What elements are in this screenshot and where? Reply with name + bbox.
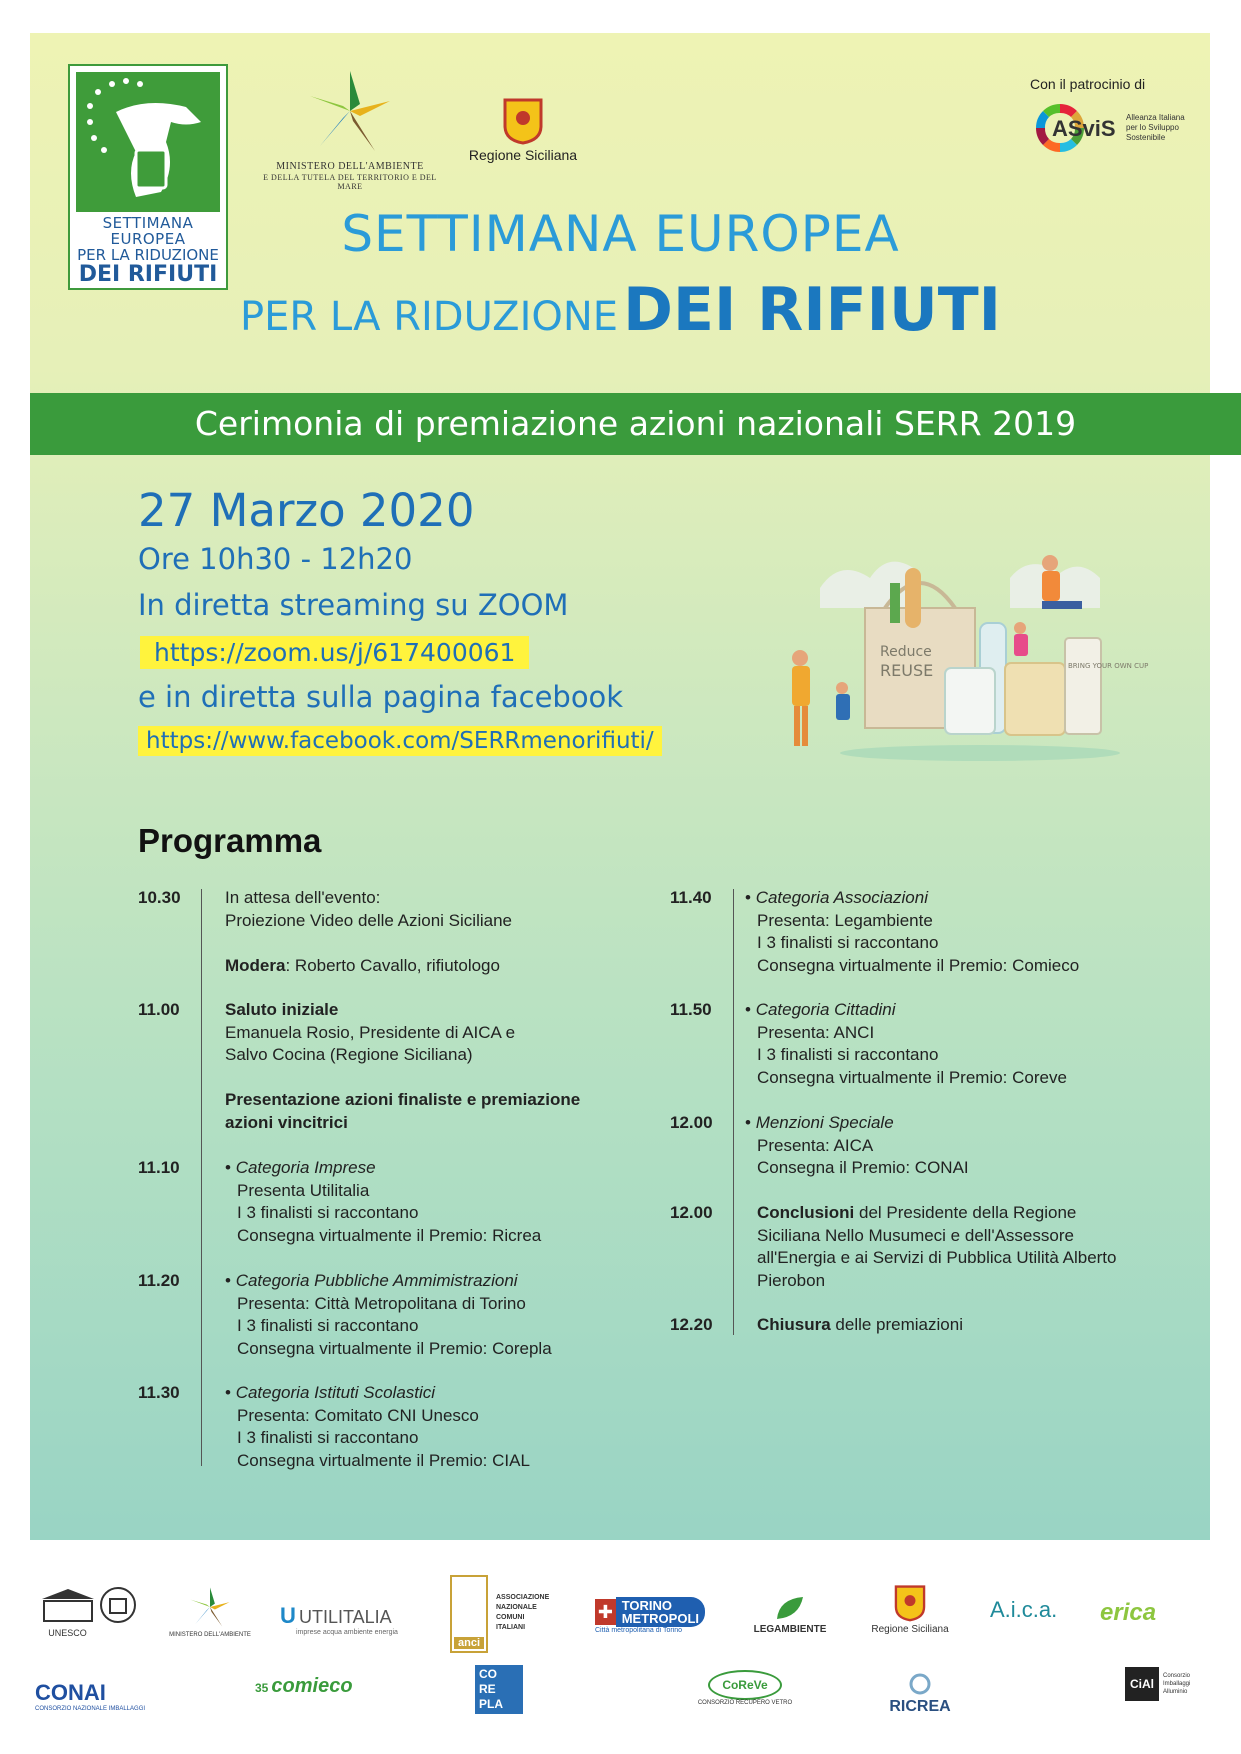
comieco-35: 35 [255, 1681, 269, 1695]
corepla-line3: PLA [479, 1697, 503, 1711]
utilitalia-logo: U UTILITALIA imprese acqua ambiente energia [280, 1603, 415, 1636]
patrocinio-label: Con il patrocinio di [1030, 76, 1146, 92]
illustration-cup: BRING YOUR OWN CUP [1068, 662, 1149, 670]
entry-1130-line3: Consegna virtualmente il Premio: CIAL [237, 1450, 530, 1470]
serr-logo-line3: DEI RIFIUTI [78, 262, 218, 288]
chiusura-label: Chiusura [757, 1315, 831, 1334]
coreve-sub: CONSORZIO RECUPERO VETRO [697, 1700, 793, 1706]
ministero-footer-logo [165, 1585, 255, 1638]
entry-menzioni-line2: Consegna il Premio: CONAI [757, 1158, 969, 1177]
serr-logo-graphic [76, 72, 220, 212]
legambiente-leaf-icon [775, 1595, 805, 1621]
entry-1120-category: Categoria Pubbliche Ammimistrazioni [235, 1271, 518, 1290]
corepla-line2: RE [479, 1682, 496, 1696]
time-1100: 11.00 [138, 1000, 180, 1019]
erica-label: erica [1100, 1599, 1157, 1626]
aica-label: A.i.c.a. [990, 1597, 1058, 1622]
event-date: 27 Marzo 2020 [138, 484, 475, 537]
presentazione-line2: azioni vincitrici [225, 1112, 348, 1132]
modera-value: : Roberto Cavallo, rifiutologo [285, 955, 500, 975]
entry-1150: • Categoria Cittadini Presenta: ANCI I 3 finalisti si raccontano Consegna virtualmente il Premio: Coreve [745, 999, 1067, 1089]
entry-1150-line2: I 3 finalisti si raccontano [757, 1045, 939, 1064]
serr-logo-line1: SETTIMANA EUROPEA [102, 214, 194, 248]
time-1200-conclusioni: 12.00 [670, 1203, 713, 1222]
entry-1100-title: Saluto iniziale [225, 1000, 339, 1019]
anci-text-4: ITALIANI [496, 1624, 526, 1631]
programma-title: Programma [138, 822, 322, 859]
anci-logo [450, 1575, 570, 1655]
asvis-sub3: Sostenibile [1126, 133, 1166, 142]
entry-1100-line1: Emanuela Rosio, Presidente di AICA e [225, 1022, 516, 1042]
entry-menzioni-line1: Presenta: AICA [757, 1135, 874, 1155]
presentazione-line1: Presentazione azioni finaliste e premiazione [225, 1090, 581, 1109]
serr-logo-line2: PER LA RIDUZIONE [77, 245, 219, 264]
entry-1130: • Categoria Istituti Scolastici Presenta: Comitato CNI Unesco I 3 finalisti si raccontano Consegna virtualmente il Premio: CIAL [225, 1382, 530, 1472]
asvis-logo [1034, 102, 1185, 154]
cial-logo [1125, 1667, 1215, 1701]
entry-1110-line1: Presenta Utilitalia [237, 1180, 370, 1200]
ricrea-label: RICREA [889, 1698, 951, 1715]
ceremony-band: Cerimonia di premiazione azioni nazionali SERR 2019 [30, 393, 1241, 455]
cial-sub3: Alluminio [1163, 1689, 1188, 1695]
ministero-footer-label: MINISTERO DELL'AMBIENTE [169, 1632, 251, 1638]
illustration-reduce: Reduce [880, 644, 932, 660]
facebook-link[interactable]: https://www.facebook.com/SERRmenorifiuti/ [138, 726, 662, 756]
torino-line1: TORINO [621, 1598, 673, 1613]
entry-1030-modera [225, 955, 512, 978]
entry-1220 [757, 1314, 963, 1337]
time-1150: 11.50 [670, 1000, 712, 1019]
entry-1030 [225, 887, 512, 977]
ricrea-swirl-icon [908, 1673, 932, 1695]
anci-text-3: COMUNI [496, 1614, 525, 1621]
corepla-logo [475, 1665, 555, 1714]
time-1200-menzioni: 12.00 [670, 1113, 713, 1132]
regione-crest-icon [503, 98, 543, 144]
main-title-line1: SETTIMANA EUROPEA [341, 205, 900, 263]
utilitalia-sub: imprese acqua ambiente energia [296, 1629, 398, 1636]
time-1130: 11.30 [138, 1383, 180, 1402]
time-1220: 12.20 [670, 1315, 713, 1334]
ministero-line2: E DELLA TUTELA DEL TERRITORIO E DEL MARE [263, 172, 437, 191]
conai-sub: CONSORZIO NAZIONALE IMBALLAGGI [35, 1706, 146, 1712]
entry-1140-line3: Consegna virtualmente il Premio: Comieco [757, 955, 1080, 975]
ricrea-logo [870, 1673, 970, 1716]
entry-1110-line3: Consegna virtualmente il Premio: Ricrea [237, 1225, 542, 1245]
conclusioni-line2: all'Energia e ai Servizi di Pubblica Utilità Alberto [757, 1248, 1117, 1267]
programma-right-column [670, 887, 1140, 1337]
zoom-link[interactable]: https://zoom.us/j/617400061 [140, 636, 529, 669]
entry-1110-line2: I 3 finalisti si raccontano [237, 1203, 419, 1222]
left-timeline-line [201, 889, 202, 1466]
entry-1200-menzioni: • Menzioni Speciale Presenta: AICA Consegna il Premio: CONAI [745, 1112, 969, 1180]
conclusioni-label: Conclusioni [757, 1203, 855, 1222]
regione-logo [458, 98, 588, 163]
entry-menzioni-category: Menzioni Speciale [755, 1113, 894, 1132]
entry-1130-category: Categoria Istituti Scolastici [235, 1383, 436, 1402]
coreve-label: CoReVe [708, 1670, 781, 1700]
torino-line2: METROPOLI [621, 1611, 699, 1626]
unesco-label: UNESCO [48, 1628, 87, 1638]
utilitalia-label: UTILITALIA [298, 1607, 392, 1627]
time-1110: 11.10 [138, 1158, 180, 1177]
entry-1130-line2: I 3 finalisti si raccontano [237, 1428, 419, 1447]
entry-1100-line2: Salvo Cocina (Regione Siciliana) [225, 1045, 473, 1064]
asvis-sub1: Alleanza Italiana [1126, 113, 1185, 122]
aica-logo [990, 1597, 1080, 1623]
time-1030: 10.30 [138, 888, 181, 907]
main-title-line2b: DEI RIFIUTI [623, 275, 1001, 345]
entry-1130-line1: Presenta: Comitato CNI Unesco [237, 1405, 479, 1425]
erica-logo [1100, 1599, 1195, 1627]
reduce-reuse-illustration [780, 548, 1149, 762]
conai-logo [35, 1680, 155, 1712]
entry-1140-category: Categoria Associazioni [755, 888, 928, 907]
right-timeline-line [733, 889, 734, 1335]
entry-1120-line1: Presenta: Città Metropolitana di Torino [237, 1293, 526, 1313]
entry-1100 [225, 999, 580, 1134]
entry-1120-line2: I 3 finalisti si raccontano [237, 1316, 419, 1335]
conai-label: CONAI [35, 1680, 106, 1705]
main-title-line2a: PER LA RIDUZIONE [240, 294, 619, 340]
asvis-name: ASviS [1052, 116, 1116, 141]
conclusioni-line3: Pierobon [757, 1270, 826, 1290]
unesco-logo [35, 1585, 140, 1638]
entry-1110: • Categoria Imprese Presenta Utilitalia I 3 finalisti si raccontano Consegna virtualmente il Premio: Ricrea [225, 1157, 541, 1247]
anci-text-2: NAZIONALE [496, 1604, 537, 1611]
comieco-logo [255, 1675, 375, 1698]
entry-1140: • Categoria Associazioni Presenta: Legambiente I 3 finalisti si raccontano Consegna virtualmente il Premio: Comieco [745, 887, 1079, 977]
entry-1150-line1: Presenta: ANCI [757, 1022, 875, 1042]
asvis-sub2: per lo Sviluppo [1126, 123, 1179, 132]
sponsor-logos [0, 1555, 1241, 1754]
torino-metropoli-logo: ✚ TORINO METROPOLI Città metropolitana di Torino [595, 1597, 705, 1634]
illustration-reuse: REUSE [880, 661, 934, 680]
conclusioni-rest: del Presidente della Regione [854, 1203, 1077, 1222]
entry-1030-line2: Proiezione Video delle Azioni Siciliane [225, 910, 512, 930]
facebook-line: e in diretta sulla pagina facebook [138, 680, 624, 714]
time-1140: 11.40 [670, 888, 712, 907]
corepla-line1: CO [479, 1667, 497, 1681]
entry-1140-line1: Presenta: Legambiente [757, 910, 933, 930]
conclusioni-line1: Siciliana Nello Musumeci e dell'Assessore [757, 1225, 1074, 1245]
ministero-star-icon [305, 66, 395, 156]
chiusura-rest: delle premiazioni [830, 1315, 963, 1334]
anci-text-1: ASSOCIAZIONE [496, 1594, 550, 1601]
entry-1110-category: Categoria Imprese [235, 1158, 376, 1177]
regione-label: Regione Siciliana [468, 147, 578, 163]
entry-1150-category: Categoria Cittadini [755, 1000, 896, 1019]
entry-1120: • Categoria Pubbliche Ammimistrazioni Presenta: Città Metropolitana di Torino I 3 finalisti si raccontano Consegna virtualmente il Premio: Corepla [225, 1270, 552, 1360]
cial-sub2: Imballaggi [1163, 1681, 1191, 1687]
event-time: Ore 10h30 - 12h20 [138, 542, 413, 576]
entry-1200-conclusioni [757, 1202, 1116, 1292]
cial-label: CiAl [1125, 1667, 1159, 1701]
cial-sub1: Consorzio [1163, 1673, 1191, 1679]
ministero-line1: MINISTERO DELL'AMBIENTE [276, 161, 424, 172]
legambiente-logo [745, 1595, 835, 1635]
comieco-label: comieco [271, 1675, 353, 1697]
entry-1030-line1: In attesa dell'evento: [225, 888, 381, 907]
entry-1140-line2: I 3 finalisti si raccontano [757, 933, 939, 952]
programma-left-column [138, 887, 658, 1470]
ministero-logo [250, 66, 450, 191]
torino-sub: Città metropolitana di Torino [595, 1627, 683, 1634]
anci-label: anci [454, 1637, 484, 1649]
event-stream: In diretta streaming su ZOOM [138, 588, 569, 622]
entry-1120-line3: Consegna virtualmente il Premio: Corepla [237, 1338, 552, 1358]
time-1120: 11.20 [138, 1271, 180, 1290]
legambiente-label: LEGAMBIENTE [753, 1624, 827, 1635]
entry-1150-line3: Consegna virtualmente il Premio: Coreve [757, 1067, 1067, 1087]
modera-label: Modera [225, 955, 286, 975]
coreve-logo [690, 1670, 800, 1706]
regione-footer-label: Regione Siciliana [871, 1624, 949, 1635]
regione-footer-logo [860, 1585, 960, 1635]
main-title-line2 [0, 275, 1241, 345]
